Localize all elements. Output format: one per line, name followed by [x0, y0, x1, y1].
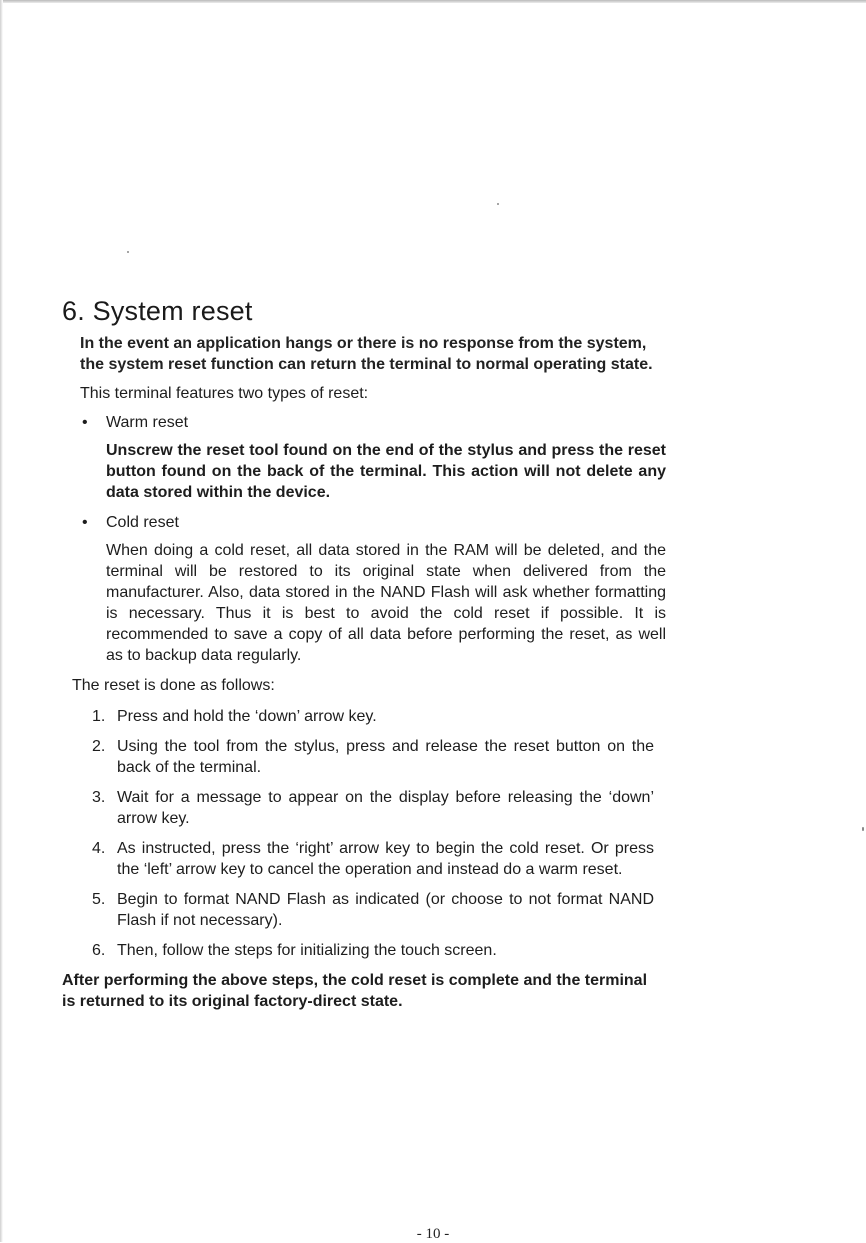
cold-reset-heading: Cold reset: [106, 514, 179, 531]
list-item-warm-reset: [82, 412, 666, 503]
step-text: Then, follow the steps for initializing the touch screen.: [117, 942, 497, 959]
scan-left-edge: [0, 0, 3, 1242]
step-number: 1.: [92, 708, 106, 725]
scan-top-edge: [0, 0, 866, 3]
warm-reset-description: Unscrew the reset tool found on the end of the stylus and press the reset button found on the back of the terminal. This action will not delete any data stored within the device.: [106, 442, 666, 501]
page-number: - 10 -: [416, 1226, 450, 1242]
procedure-step: [92, 706, 654, 727]
reset-types-list: [82, 412, 666, 666]
list-item-cold-reset: [82, 512, 666, 666]
step-number: 5.: [92, 891, 106, 908]
reset-types-intro: This terminal features two types of reset:: [80, 385, 369, 402]
step-text: Using the tool from the stylus, press and release the reset button on the back of the terminal.: [117, 738, 654, 776]
bullet-dot-icon: •: [82, 514, 88, 531]
bullet-dot-icon: •: [82, 414, 88, 431]
step-number: 4.: [92, 840, 106, 857]
scan-speck: [497, 203, 499, 205]
section-title: 6. System reset: [62, 296, 253, 326]
scan-speck: [127, 251, 129, 253]
procedure-step: [92, 889, 654, 931]
document-page: [62, 296, 666, 1012]
procedure-step: [92, 838, 654, 880]
cold-reset-description: When doing a cold reset, all data stored in the RAM will be deleted, and the terminal will be restored to its original state when delivered from the manufacturer. Also, data stored in the NAND Flash will ask whether formatting is necessary. Thus it is best to avoid the cold reset if possible. It is recommended to save a copy of all data before performing the reset, as well as to backup data regularly.: [106, 542, 666, 664]
step-number: 3.: [92, 789, 106, 806]
procedure-steps: [92, 706, 654, 961]
scan-speck: [862, 827, 864, 831]
procedure-step: [92, 787, 654, 829]
step-text: Begin to format NAND Flash as indicated (or choose to not format NAND Flash if not necessary).: [117, 891, 654, 929]
warm-reset-heading: Warm reset: [106, 414, 189, 431]
step-text: As instructed, press the ‘right’ arrow key to begin the cold reset. Or press the ‘left’ arrow key to cancel the operation and instead do a warm reset.: [117, 840, 654, 878]
step-text: Wait for a message to appear on the display before releasing the ‘down’ arrow key.: [117, 789, 654, 827]
step-text: Press and hold the ‘down’ arrow key.: [117, 708, 377, 725]
procedure-step: [92, 736, 654, 778]
conclusion-paragraph: After performing the above steps, the cold reset is complete and the terminal is returned to its original factory-direct state.: [62, 972, 648, 1010]
step-number: 6.: [92, 942, 106, 959]
intro-paragraph: In the event an application hangs or there is no response from the system, the system reset function can return the terminal to normal operating state.: [80, 335, 653, 373]
procedure-step: [92, 940, 654, 961]
step-number: 2.: [92, 738, 106, 755]
procedure-intro: The reset is done as follows:: [72, 677, 275, 694]
